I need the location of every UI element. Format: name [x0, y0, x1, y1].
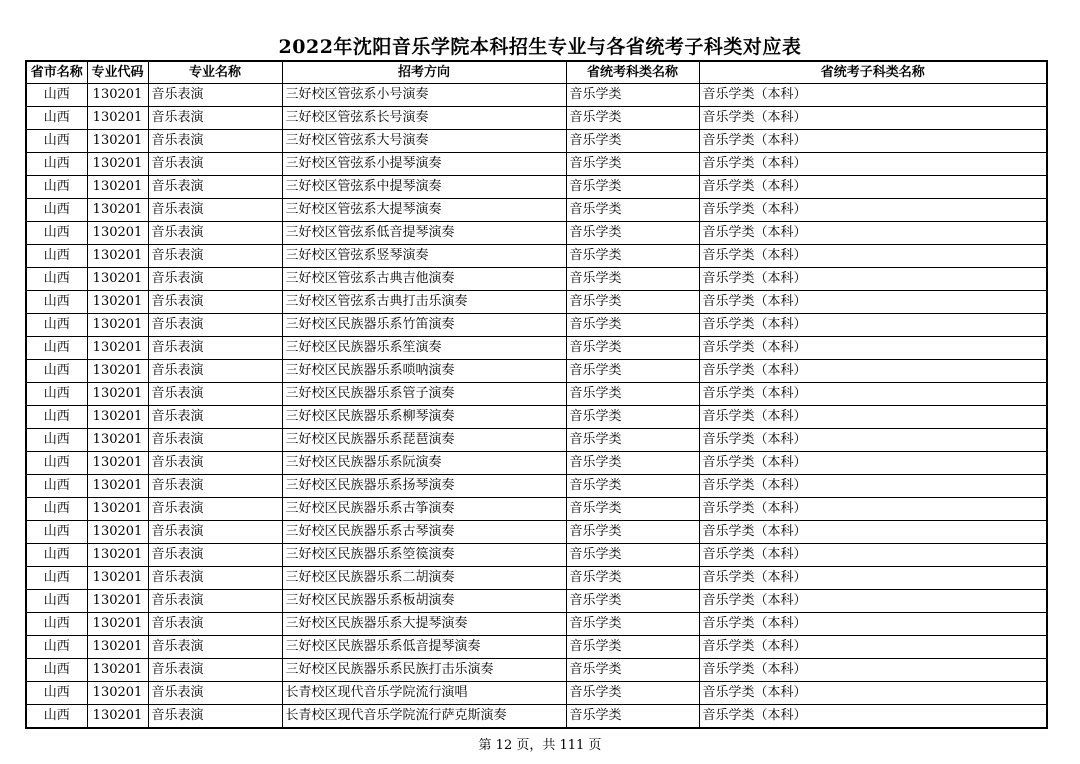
cell-major-code: 130201 [87, 521, 148, 544]
cell-major-name: 音乐表演 [148, 337, 282, 360]
cell-direction: 三好校区管弦系大号演奏 [282, 130, 566, 153]
cell-direction: 三好校区民族器乐系箜篌演奏 [282, 544, 566, 567]
cell-exam-subcategory: 音乐学类（本科） [699, 521, 1047, 544]
cell-direction: 三好校区民族器乐系笙演奏 [282, 337, 566, 360]
cell-major-code: 130201 [87, 383, 148, 406]
table-row [26, 84, 1047, 107]
cell-major-code: 130201 [87, 659, 148, 682]
cell-exam-subcategory: 音乐学类（本科） [699, 659, 1047, 682]
cell-exam-category: 音乐学类 [566, 429, 699, 452]
cell-province: 山西 [26, 567, 87, 590]
cell-exam-category: 音乐学类 [566, 567, 699, 590]
cell-major-code: 130201 [87, 130, 148, 153]
table-header [26, 61, 1047, 84]
cell-exam-category: 音乐学类 [566, 337, 699, 360]
cell-direction: 三好校区管弦系竖琴演奏 [282, 245, 566, 268]
cell-exam-subcategory: 音乐学类（本科） [699, 314, 1047, 337]
cell-exam-subcategory: 音乐学类（本科） [699, 590, 1047, 613]
cell-major-name: 音乐表演 [148, 406, 282, 429]
cell-province: 山西 [26, 452, 87, 475]
cell-exam-category: 音乐学类 [566, 705, 699, 729]
cell-province: 山西 [26, 314, 87, 337]
cell-exam-subcategory: 音乐学类（本科） [699, 130, 1047, 153]
cell-exam-subcategory: 音乐学类（本科） [699, 268, 1047, 291]
cell-province: 山西 [26, 153, 87, 176]
cell-exam-category: 音乐学类 [566, 544, 699, 567]
cell-major-name: 音乐表演 [148, 176, 282, 199]
cell-exam-subcategory: 音乐学类（本科） [699, 107, 1047, 130]
cell-major-code: 130201 [87, 498, 148, 521]
cell-direction: 三好校区管弦系小提琴演奏 [282, 153, 566, 176]
cell-major-name: 音乐表演 [148, 314, 282, 337]
table-row [26, 521, 1047, 544]
cell-province: 山西 [26, 636, 87, 659]
cell-major-code: 130201 [87, 475, 148, 498]
cell-province: 山西 [26, 383, 87, 406]
cell-major-code: 130201 [87, 199, 148, 222]
cell-exam-category: 音乐学类 [566, 245, 699, 268]
cell-major-code: 130201 [87, 314, 148, 337]
cell-major-name: 音乐表演 [148, 705, 282, 729]
cell-major-name: 音乐表演 [148, 452, 282, 475]
cell-exam-subcategory: 音乐学类（本科） [699, 613, 1047, 636]
cell-major-code: 130201 [87, 567, 148, 590]
cell-major-name: 音乐表演 [148, 475, 282, 498]
cell-exam-category: 音乐学类 [566, 498, 699, 521]
cell-major-code: 130201 [87, 429, 148, 452]
header-exam-category: 省统考科类名称 [566, 61, 699, 84]
cell-exam-subcategory: 音乐学类（本科） [699, 682, 1047, 705]
cell-major-code: 130201 [87, 291, 148, 314]
cell-exam-category: 音乐学类 [566, 107, 699, 130]
cell-direction: 三好校区民族器乐系琵琶演奏 [282, 429, 566, 452]
table-row [26, 360, 1047, 383]
cell-province: 山西 [26, 705, 87, 729]
cell-direction: 三好校区民族器乐系竹笛演奏 [282, 314, 566, 337]
cell-direction: 三好校区民族器乐系二胡演奏 [282, 567, 566, 590]
cell-province: 山西 [26, 406, 87, 429]
cell-major-code: 130201 [87, 268, 148, 291]
cell-direction: 三好校区管弦系小号演奏 [282, 84, 566, 107]
cell-province: 山西 [26, 475, 87, 498]
cell-major-code: 130201 [87, 406, 148, 429]
cell-exam-category: 音乐学类 [566, 314, 699, 337]
cell-province: 山西 [26, 498, 87, 521]
cell-province: 山西 [26, 360, 87, 383]
table-row [26, 498, 1047, 521]
cell-province: 山西 [26, 107, 87, 130]
table-row [26, 429, 1047, 452]
table-row [26, 636, 1047, 659]
header-major-code: 专业代码 [87, 61, 148, 84]
cell-province: 山西 [26, 682, 87, 705]
table-row [26, 406, 1047, 429]
cell-exam-subcategory: 音乐学类（本科） [699, 199, 1047, 222]
cell-major-code: 130201 [87, 452, 148, 475]
cell-major-name: 音乐表演 [148, 84, 282, 107]
cell-major-code: 130201 [87, 176, 148, 199]
table-row [26, 705, 1047, 729]
cell-major-code: 130201 [87, 682, 148, 705]
cell-major-name: 音乐表演 [148, 659, 282, 682]
cell-major-name: 音乐表演 [148, 222, 282, 245]
cell-province: 山西 [26, 429, 87, 452]
cell-exam-category: 音乐学类 [566, 222, 699, 245]
cell-province: 山西 [26, 268, 87, 291]
table-row [26, 544, 1047, 567]
cell-province: 山西 [26, 590, 87, 613]
cell-major-name: 音乐表演 [148, 613, 282, 636]
cell-major-code: 130201 [87, 360, 148, 383]
cell-direction: 三好校区民族器乐系扬琴演奏 [282, 475, 566, 498]
cell-exam-subcategory: 音乐学类（本科） [699, 291, 1047, 314]
cell-major-name: 音乐表演 [148, 291, 282, 314]
table-row [26, 222, 1047, 245]
cell-major-name: 音乐表演 [148, 199, 282, 222]
cell-exam-category: 音乐学类 [566, 659, 699, 682]
cell-exam-category: 音乐学类 [566, 406, 699, 429]
cell-direction: 三好校区管弦系低音提琴演奏 [282, 222, 566, 245]
header-exam-subcategory: 省统考子科类名称 [699, 61, 1047, 84]
table-row [26, 107, 1047, 130]
table-row [26, 268, 1047, 291]
cell-exam-subcategory: 音乐学类（本科） [699, 222, 1047, 245]
cell-province: 山西 [26, 245, 87, 268]
mapping-table [25, 60, 1048, 729]
cell-exam-subcategory: 音乐学类（本科） [699, 475, 1047, 498]
header-province: 省市名称 [26, 61, 87, 84]
cell-major-name: 音乐表演 [148, 636, 282, 659]
cell-major-name: 音乐表演 [148, 429, 282, 452]
cell-major-code: 130201 [87, 84, 148, 107]
cell-exam-subcategory: 音乐学类（本科） [699, 383, 1047, 406]
cell-major-name: 音乐表演 [148, 682, 282, 705]
table-body [26, 84, 1047, 729]
cell-major-name: 音乐表演 [148, 567, 282, 590]
cell-major-code: 130201 [87, 107, 148, 130]
cell-major-name: 音乐表演 [148, 590, 282, 613]
cell-province: 山西 [26, 659, 87, 682]
cell-major-code: 130201 [87, 245, 148, 268]
cell-exam-subcategory: 音乐学类（本科） [699, 245, 1047, 268]
cell-exam-category: 音乐学类 [566, 475, 699, 498]
cell-direction: 三好校区民族器乐系唢呐演奏 [282, 360, 566, 383]
cell-direction: 长青校区现代音乐学院流行萨克斯演奏 [282, 705, 566, 729]
cell-exam-subcategory: 音乐学类（本科） [699, 429, 1047, 452]
table-row [26, 291, 1047, 314]
table-row [26, 176, 1047, 199]
table-row [26, 130, 1047, 153]
cell-exam-category: 音乐学类 [566, 268, 699, 291]
cell-exam-category: 音乐学类 [566, 682, 699, 705]
cell-major-name: 音乐表演 [148, 360, 282, 383]
cell-province: 山西 [26, 199, 87, 222]
cell-exam-subcategory: 音乐学类（本科） [699, 498, 1047, 521]
table-row [26, 199, 1047, 222]
cell-major-name: 音乐表演 [148, 130, 282, 153]
cell-exam-subcategory: 音乐学类（本科） [699, 406, 1047, 429]
cell-exam-category: 音乐学类 [566, 636, 699, 659]
cell-direction: 三好校区管弦系长号演奏 [282, 107, 566, 130]
cell-exam-category: 音乐学类 [566, 383, 699, 406]
cell-direction: 长青校区现代音乐学院流行演唱 [282, 682, 566, 705]
cell-exam-category: 音乐学类 [566, 153, 699, 176]
cell-major-name: 音乐表演 [148, 521, 282, 544]
cell-major-code: 130201 [87, 222, 148, 245]
table-row [26, 383, 1047, 406]
cell-exam-subcategory: 音乐学类（本科） [699, 636, 1047, 659]
cell-province: 山西 [26, 521, 87, 544]
cell-major-name: 音乐表演 [148, 544, 282, 567]
cell-exam-subcategory: 音乐学类（本科） [699, 337, 1047, 360]
table-row [26, 475, 1047, 498]
table-row [26, 314, 1047, 337]
cell-major-name: 音乐表演 [148, 383, 282, 406]
cell-direction: 三好校区管弦系古典吉他演奏 [282, 268, 566, 291]
cell-major-code: 130201 [87, 544, 148, 567]
cell-direction: 三好校区民族器乐系民族打击乐演奏 [282, 659, 566, 682]
cell-exam-category: 音乐学类 [566, 130, 699, 153]
cell-direction: 三好校区管弦系古典打击乐演奏 [282, 291, 566, 314]
cell-major-name: 音乐表演 [148, 498, 282, 521]
cell-direction: 三好校区管弦系大提琴演奏 [282, 199, 566, 222]
cell-exam-category: 音乐学类 [566, 613, 699, 636]
cell-exam-subcategory: 音乐学类（本科） [699, 176, 1047, 199]
page-title: 2022年沈阳音乐学院本科招生专业与各省统考子科类对应表 [278, 36, 802, 58]
cell-exam-subcategory: 音乐学类（本科） [699, 544, 1047, 567]
table-row [26, 452, 1047, 475]
cell-direction: 三好校区民族器乐系阮演奏 [282, 452, 566, 475]
cell-direction: 三好校区民族器乐系古琴演奏 [282, 521, 566, 544]
table-row [26, 590, 1047, 613]
cell-exam-subcategory: 音乐学类（本科） [699, 452, 1047, 475]
cell-exam-subcategory: 音乐学类（本科） [699, 153, 1047, 176]
cell-province: 山西 [26, 84, 87, 107]
table-row [26, 337, 1047, 360]
cell-direction: 三好校区民族器乐系大提琴演奏 [282, 613, 566, 636]
cell-province: 山西 [26, 337, 87, 360]
cell-major-code: 130201 [87, 153, 148, 176]
cell-province: 山西 [26, 130, 87, 153]
table-row [26, 567, 1047, 590]
table-row [26, 659, 1047, 682]
header-row [26, 61, 1047, 84]
cell-direction: 三好校区民族器乐系低音提琴演奏 [282, 636, 566, 659]
cell-direction: 三好校区民族器乐系柳琴演奏 [282, 406, 566, 429]
cell-province: 山西 [26, 544, 87, 567]
cell-direction: 三好校区管弦系中提琴演奏 [282, 176, 566, 199]
cell-province: 山西 [26, 613, 87, 636]
header-direction: 招考方向 [282, 61, 566, 84]
header-major-name: 专业名称 [148, 61, 282, 84]
cell-major-name: 音乐表演 [148, 153, 282, 176]
cell-major-code: 130201 [87, 613, 148, 636]
cell-major-code: 130201 [87, 636, 148, 659]
table-row [26, 613, 1047, 636]
cell-major-name: 音乐表演 [148, 107, 282, 130]
page-footer: 第 12 页，共 111 页 [478, 738, 602, 753]
cell-exam-subcategory: 音乐学类（本科） [699, 360, 1047, 383]
cell-major-code: 130201 [87, 337, 148, 360]
cell-direction: 三好校区民族器乐系古筝演奏 [282, 498, 566, 521]
cell-province: 山西 [26, 291, 87, 314]
cell-exam-category: 音乐学类 [566, 176, 699, 199]
cell-exam-subcategory: 音乐学类（本科） [699, 705, 1047, 729]
cell-exam-category: 音乐学类 [566, 521, 699, 544]
cell-exam-category: 音乐学类 [566, 291, 699, 314]
cell-exam-category: 音乐学类 [566, 590, 699, 613]
table-row [26, 245, 1047, 268]
table-row [26, 153, 1047, 176]
cell-major-name: 音乐表演 [148, 245, 282, 268]
cell-province: 山西 [26, 176, 87, 199]
cell-exam-category: 音乐学类 [566, 199, 699, 222]
cell-exam-category: 音乐学类 [566, 360, 699, 383]
cell-exam-subcategory: 音乐学类（本科） [699, 567, 1047, 590]
cell-province: 山西 [26, 222, 87, 245]
cell-major-code: 130201 [87, 705, 148, 729]
table-row [26, 682, 1047, 705]
cell-direction: 三好校区民族器乐系板胡演奏 [282, 590, 566, 613]
cell-major-name: 音乐表演 [148, 268, 282, 291]
cell-exam-category: 音乐学类 [566, 84, 699, 107]
cell-exam-category: 音乐学类 [566, 452, 699, 475]
cell-exam-subcategory: 音乐学类（本科） [699, 84, 1047, 107]
cell-major-code: 130201 [87, 590, 148, 613]
cell-direction: 三好校区民族器乐系管子演奏 [282, 383, 566, 406]
